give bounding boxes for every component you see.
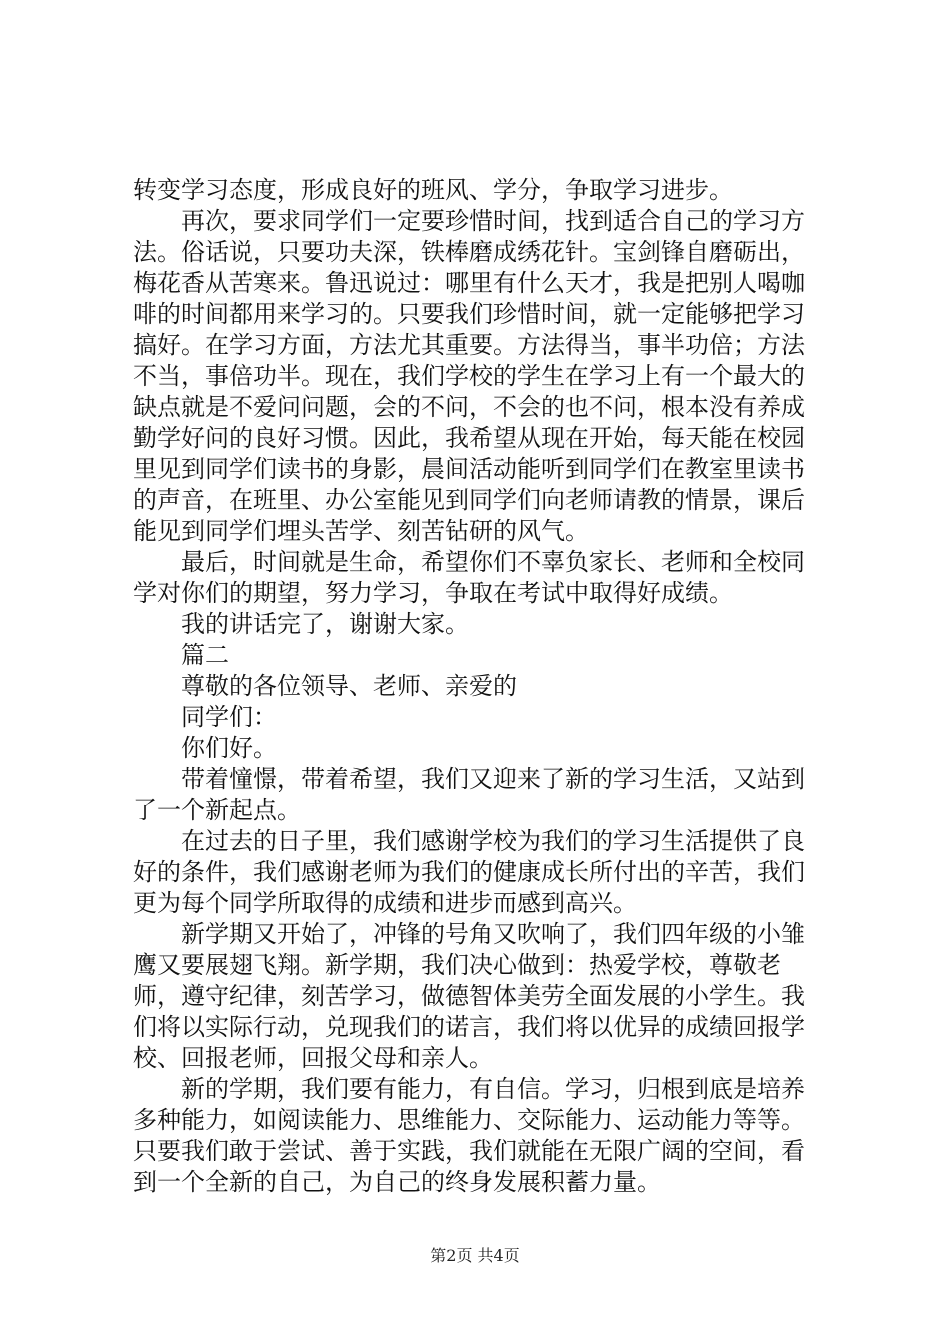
paragraph: 新学期又开始了，冲锋的号角又吹响了，我们四年级的小雏鹰又要展翅飞翔。新学期，我们决心做到：热爱学校，尊敬老师，遵守纪律，刻苦学习，做德智体美劳全面发展的小学生。我们将以实际行动，兑现我们的诺言，我们将以优异的成绩回报学校、回报老师，回报父母和亲人。 bbox=[133, 920, 805, 1072]
paragraph: 最后，时间就是生命，希望你们不辜负家长、老师和全校同学对你们的期望，努力学习，争取在考试中取得好成绩。 bbox=[133, 548, 805, 607]
paragraph: 新的学期，我们要有能力，有自信。学习，归根到底是培养多种能力，如阅读能力、思维能力、交际能力、运动能力等等。只要我们敢于尝试、善于实践，我们就能在无限广阔的空间，看到一个全新的自己，为自己的终身发展积蓄力量。 bbox=[133, 1075, 805, 1196]
section-heading: 篇二 bbox=[181, 641, 229, 669]
document-body bbox=[133, 175, 823, 1198]
salutation: 尊敬的各位领导、老师、亲爱的 bbox=[181, 672, 517, 700]
greeting: 你们好。 bbox=[181, 734, 277, 762]
paragraph: 再次，要求同学们一定要珍惜时间，找到适合自己的学习方法。俗话说，只要功夫深，铁棒磨成绣花针。宝剑锋自磨砺出，梅花香从苦寒来。鲁迅说过：哪里有什么天才，我是把别人喝咖啡的时间都用来学习的。只要我们珍惜时间，就一定能够把学习搞好。在学习方面，方法尤其重要。方法得当，事半功倍；方法不当，事倍功半。现在，我们学校的学生在学习上有一个最大的缺点就是不爱问问题，会的不问，不会的也不问，根本没有养成勤学好问的良好习惯。因此，我希望从现在开始，每天能在校园里见到同学们读书的身影，晨间活动能听到同学们在教室里读书的声音，在班里、办公室能见到同学们向老师请教的情景，课后能见到同学们埋头苦学、刻苦钻研的风气。 bbox=[133, 207, 805, 545]
page-number-footer: 第2页 共4页 bbox=[430, 1246, 520, 1265]
closing-line: 我的讲话完了，谢谢大家。 bbox=[181, 610, 469, 638]
paragraph: 在过去的日子里，我们感谢学校为我们的学习生活提供了良好的条件，我们感谢老师为我们的健康成长所付出的辛苦，我们更为每个同学所取得的成绩和进步而感到高兴。 bbox=[133, 827, 805, 917]
paragraph: 带着憧憬，带着希望，我们又迎来了新的学习生活，又站到了一个新起点。 bbox=[133, 765, 805, 824]
salutation: 同学们： bbox=[181, 703, 277, 731]
paragraph-continuation: 转变学习态度，形成良好的班风、学分，争取学习进步。 bbox=[133, 176, 733, 204]
